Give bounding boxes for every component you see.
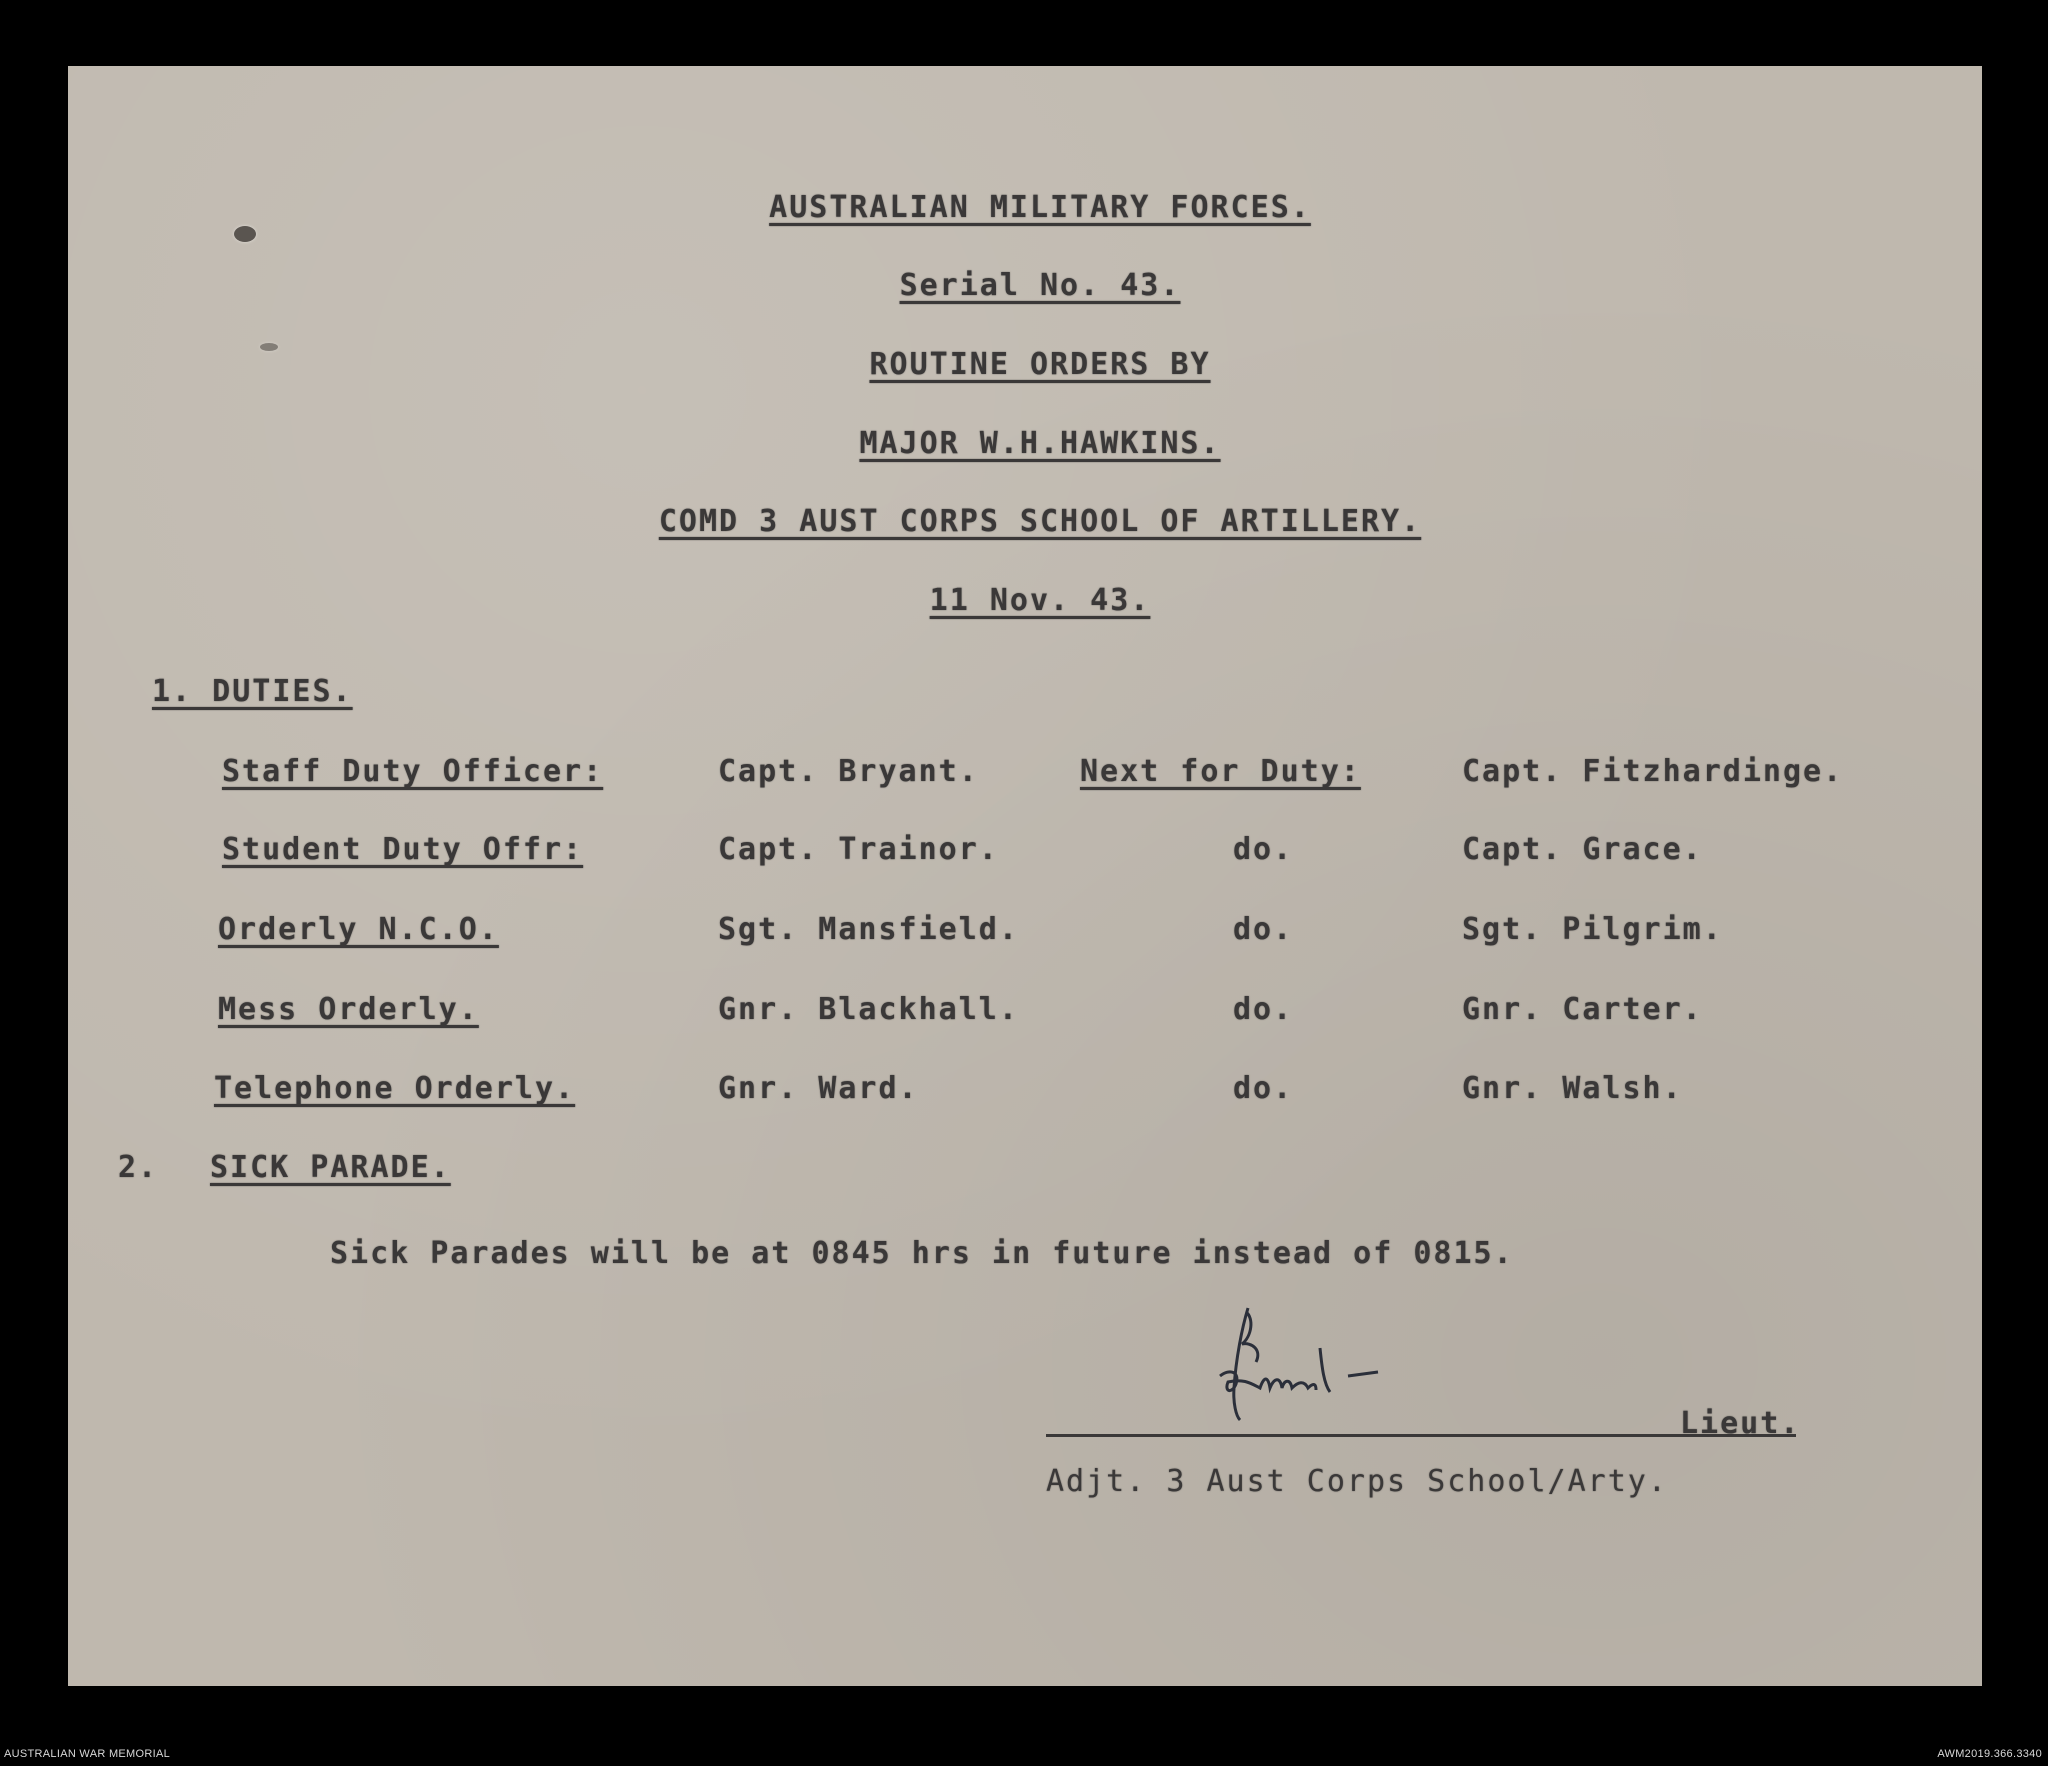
document-page — [68, 66, 1982, 1686]
section-sick-heading: SICK PARADE. — [210, 1150, 451, 1185]
ditto-mark: do. — [1233, 992, 1294, 1027]
section-duties-heading: 1. DUTIES. — [152, 674, 353, 709]
heading-organisation: AUSTRALIAN MILITARY FORCES. — [769, 190, 1311, 225]
duty-assigned: Sgt. Mansfield. — [718, 912, 1019, 947]
signature-title: Adjt. 3 Aust Corps School/Arty. — [1046, 1464, 1668, 1499]
duty-assigned: Capt. Bryant. — [718, 754, 979, 789]
heading-routine-orders: ROUTINE ORDERS BY — [869, 347, 1211, 382]
section-sick-number: 2. — [118, 1150, 159, 1185]
punch-hole-top — [234, 226, 256, 242]
heading-commander: MAJOR W.H.HAWKINS. — [859, 426, 1221, 461]
duty-role: Telephone Orderly. — [214, 1071, 576, 1106]
duty-next: Gnr. Walsh. — [1462, 1071, 1683, 1106]
footer-left: AUSTRALIAN WAR MEMORIAL — [4, 1748, 171, 1760]
duty-role: Orderly N.C.O. — [218, 912, 499, 947]
ditto-mark: do. — [1233, 1071, 1294, 1106]
next-for-duty-label: Next for Duty: — [1080, 754, 1361, 789]
heading-date: 11 Nov. 43. — [929, 583, 1151, 618]
heading-serial: Serial No. 43. — [899, 268, 1181, 303]
duty-next: Gnr. Carter. — [1462, 992, 1703, 1027]
duty-assigned: Gnr. Blackhall. — [718, 992, 1019, 1027]
footer-right: AWM2019.366.3340 — [1937, 1748, 2042, 1760]
ditto-mark: do. — [1233, 912, 1294, 947]
duty-next: Capt. Fitzhardinge. — [1462, 754, 1844, 789]
ditto-mark: do. — [1233, 832, 1294, 867]
duty-next: Sgt. Pilgrim. — [1462, 912, 1723, 947]
duty-assigned: Gnr. Ward. — [718, 1071, 919, 1106]
duty-next: Capt. Grace. — [1462, 832, 1703, 867]
duty-assigned: Capt. Trainor. — [718, 832, 999, 867]
handwritten-signature — [1218, 1288, 1448, 1438]
signature-rank: Lieut. — [1680, 1406, 1801, 1441]
duty-role: Mess Orderly. — [218, 992, 479, 1027]
duty-role: Student Duty Offr: — [222, 832, 584, 867]
duty-role: Staff Duty Officer: — [222, 754, 604, 789]
sick-parade-text: Sick Parades will be at 0845 hrs in future instead of 0815. — [330, 1236, 1514, 1271]
heading-unit: COMD 3 AUST CORPS SCHOOL OF ARTILLERY. — [658, 504, 1422, 539]
